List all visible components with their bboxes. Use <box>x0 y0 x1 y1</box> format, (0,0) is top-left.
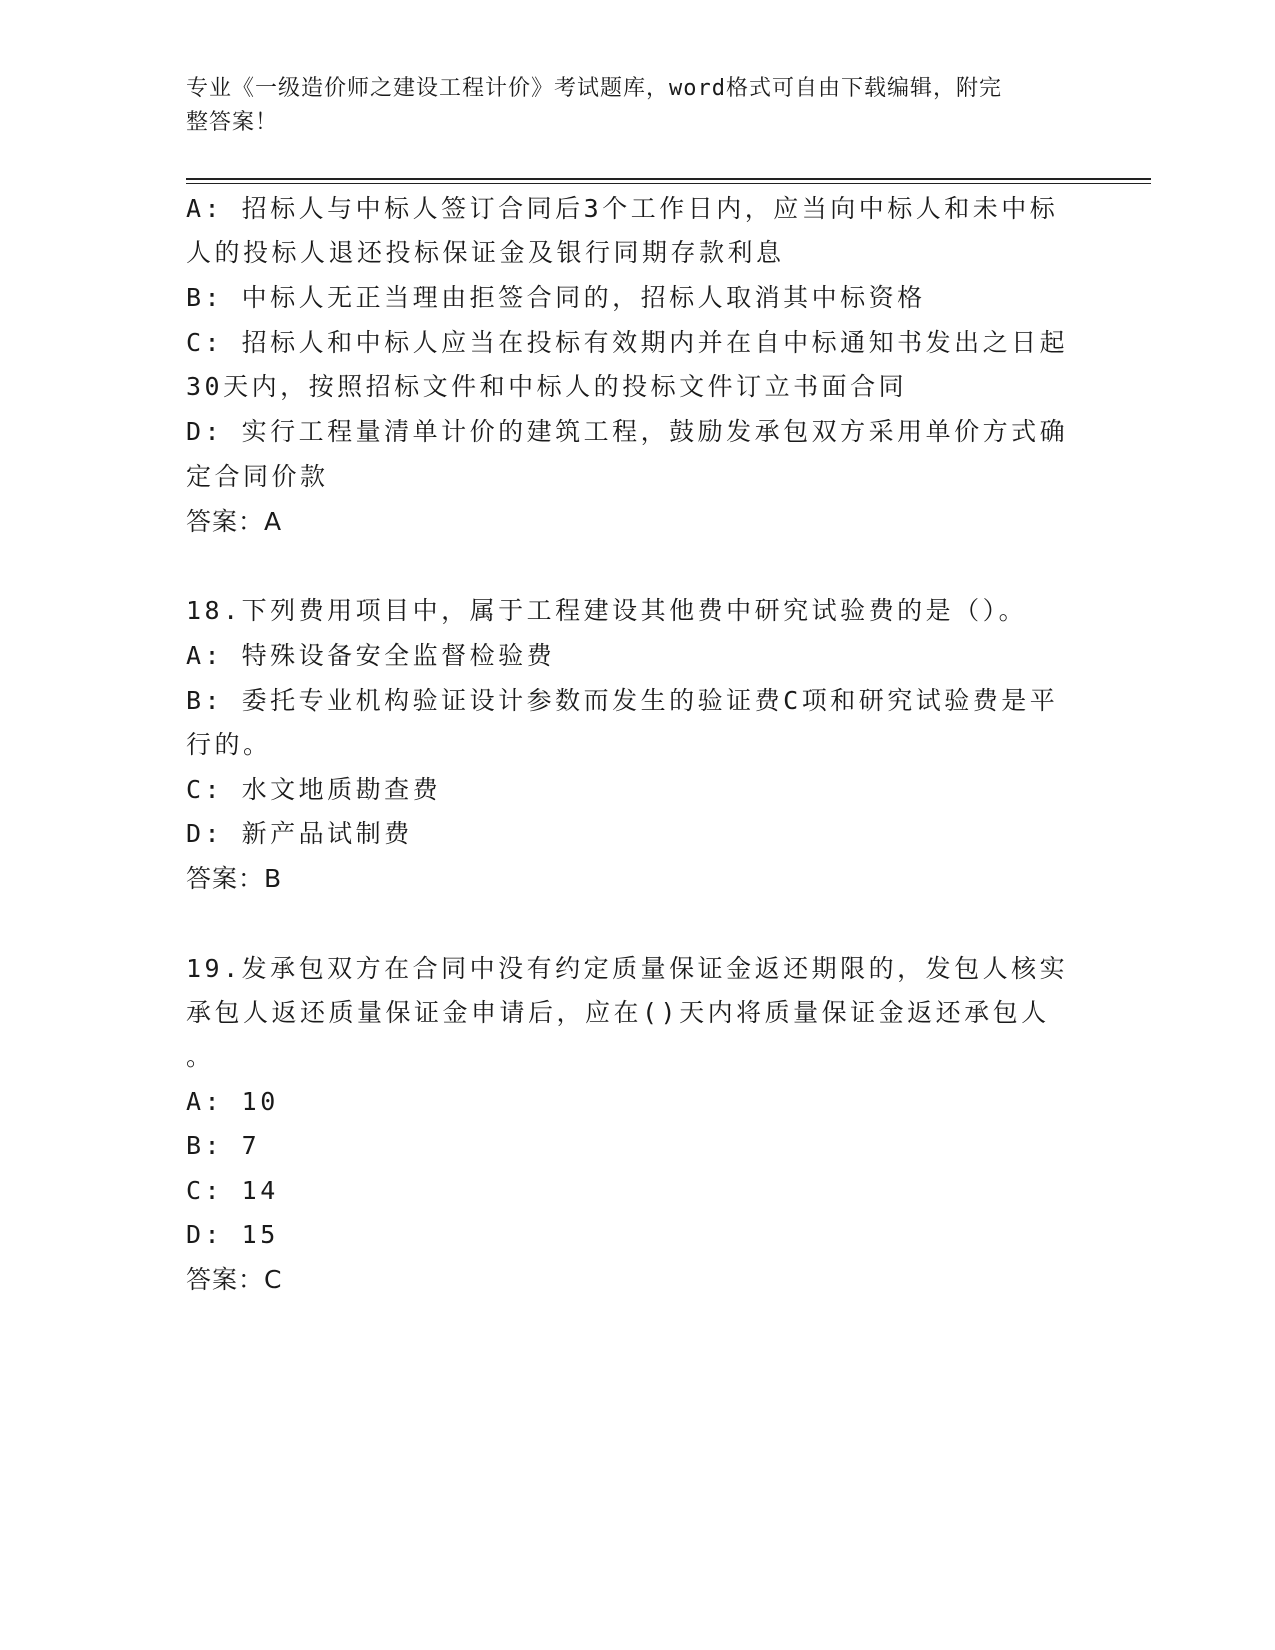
header-divider-thick <box>186 178 1151 180</box>
q17-option-b: B: 中标人无正当理由拒签合同的，招标人取消其中标资格 <box>186 283 926 312</box>
document-header <box>186 72 1066 140</box>
q18-option-b-line-1: B: 委托专业机构验证设计参数而发生的验证费C项和研究试验费是平 <box>186 686 1059 715</box>
q19-option-d: D: 15 <box>186 1220 279 1249</box>
q18-answer: 答案：B <box>186 864 283 893</box>
q19-answer: 答案：C <box>186 1265 283 1294</box>
q18-option-b-line-2: 行的。 <box>186 730 272 759</box>
q19-question-line-3: 。 <box>186 1042 215 1071</box>
q17-option-d-line-2: 定合同价款 <box>186 462 329 491</box>
q17-option-c-line-1: C: 招标人和中标人应当在投标有效期内并在自中标通知书发出之日起 <box>186 328 1069 357</box>
q17-option-a-line-1: A: 招标人与中标人签订合同后3个工作日内，应当向中标人和未中标 <box>186 194 1059 223</box>
q18-option-a: A: 特殊设备安全监督检验费 <box>186 641 556 670</box>
q18-option-d: D: 新产品试制费 <box>186 819 413 848</box>
header-divider-thin <box>186 183 1151 184</box>
q17-option-d-line-1: D: 实行工程量清单计价的建筑工程，鼓励发承包双方采用单价方式确 <box>186 417 1069 446</box>
q19-question-line-1: 19.发承包双方在合同中没有约定质量保证金返还期限的，发包人核实 <box>186 954 1069 983</box>
q19-option-c: C: 14 <box>186 1176 279 1205</box>
q17-option-a-line-2: 人的投标人退还投标保证金及银行同期存款利息 <box>186 238 785 267</box>
q19-option-b: B: 7 <box>186 1131 261 1160</box>
q17-answer: 答案：A <box>186 507 283 536</box>
q18-option-c: C: 水文地质勘查费 <box>186 775 442 804</box>
q18-question: 18.下列费用项目中，属于工程建设其他费中研究试验费的是（）。 <box>186 596 1028 625</box>
header-line-2: 整答案！ <box>186 110 279 135</box>
q17-option-c-line-2: 30天内，按照招标文件和中标人的投标文件订立书面合同 <box>186 372 908 401</box>
q19-question-line-2: 承包人返还质量保证金申请后，应在()天内将质量保证金返还承包人 <box>186 998 1050 1027</box>
q19-option-a: A: 10 <box>186 1087 279 1116</box>
header-line-1: 专业《一级造价师之建设工程计价》考试题库，word格式可自由下载编辑，附完 <box>186 76 1002 101</box>
